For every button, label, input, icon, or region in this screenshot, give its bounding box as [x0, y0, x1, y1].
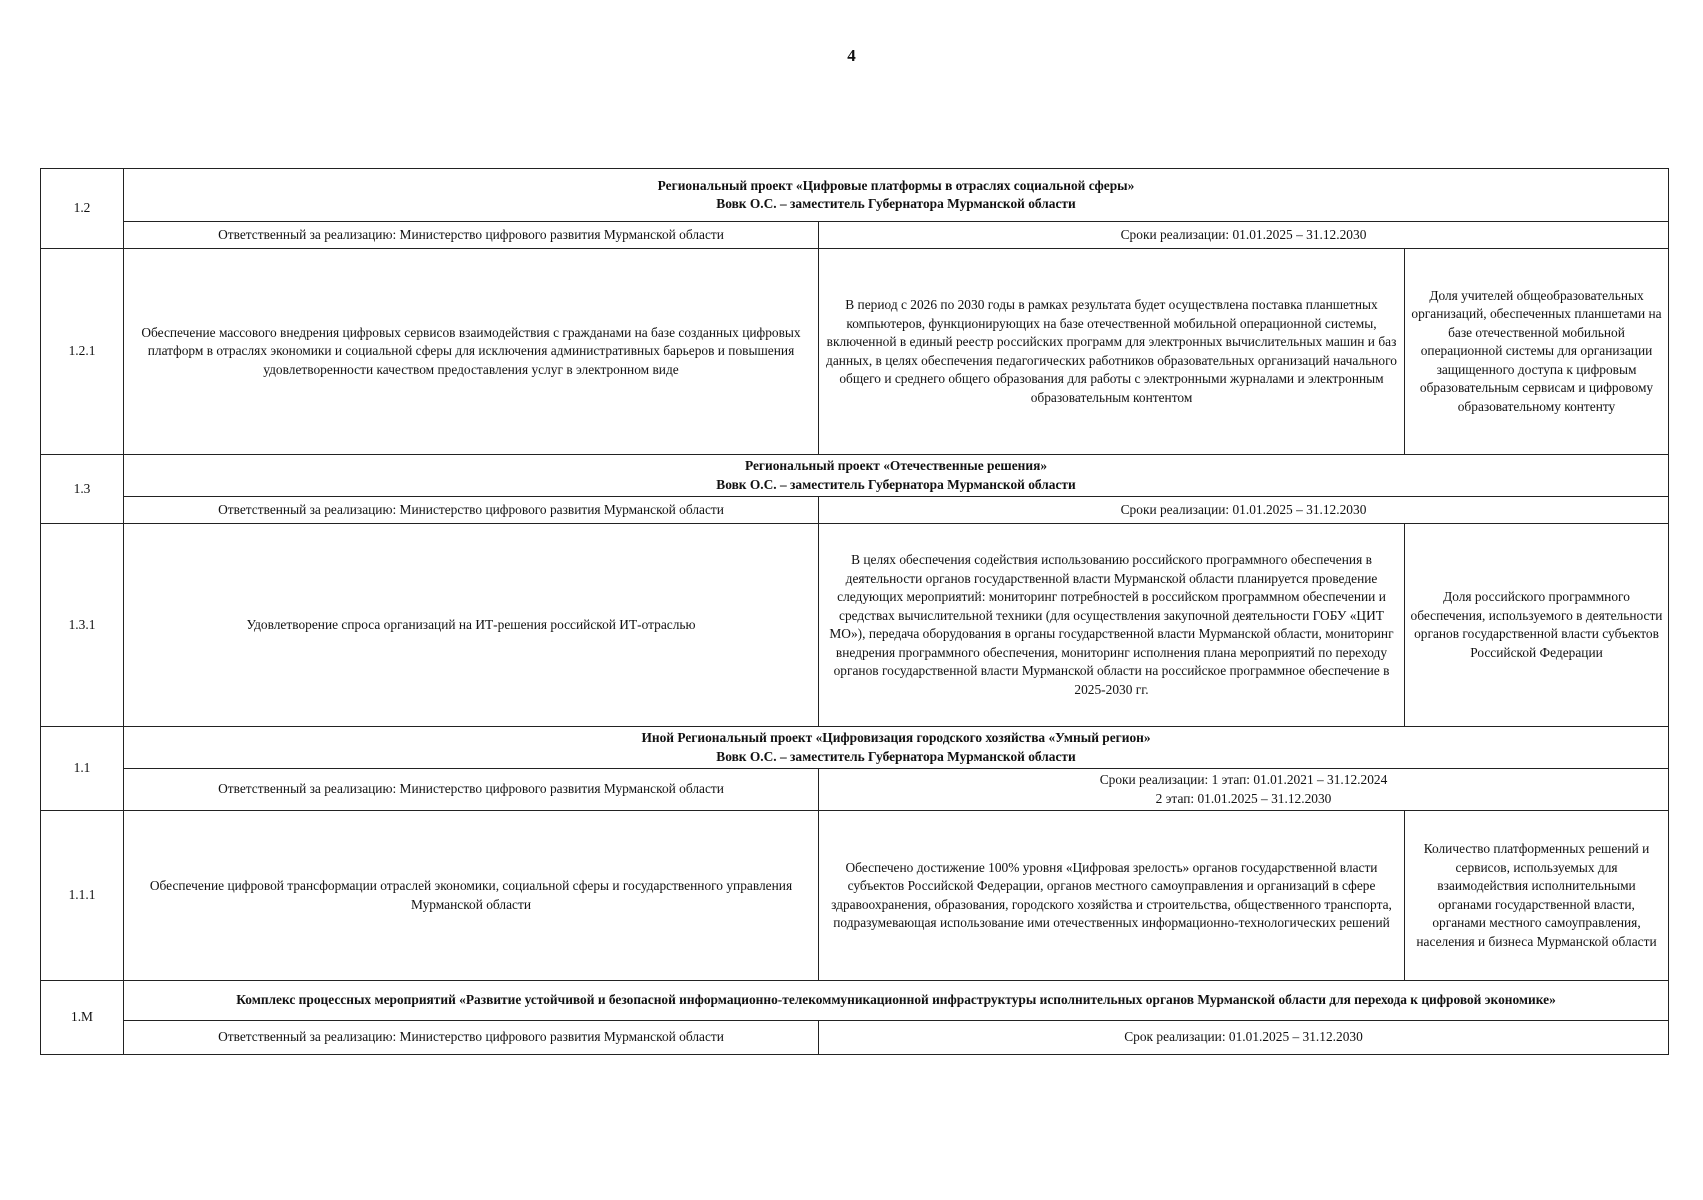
terms-cell [819, 497, 1669, 524]
task-number: 1.1.1 [41, 811, 124, 981]
terms-line: 2 этап: 01.01.2025 – 31.12.2030 [1155, 790, 1332, 806]
section-number: 1.1 [41, 727, 124, 811]
task-name: Обеспечение цифровой трансформации отраслей экономики, социальной сферы и государственного управления Мурманской области [124, 811, 819, 981]
section-meta-row [41, 222, 1669, 249]
task-indicator: Количество платформенных решений и сервисов, используемых для взаимодействия исполнительными органами государственной власти, органами местного самоуправления, населения и бизнеса Мурманской области [1405, 811, 1669, 981]
task-row [41, 249, 1669, 455]
page-number: 4 [847, 46, 856, 65]
section-header-row [41, 981, 1669, 1021]
terms-line: Сроки реализации: 1 этап: 01.01.2021 – 31.12.2024 [1099, 772, 1388, 787]
terms-line: Срок реализации: 01.01.2025 – 31.12.2030 [1124, 1029, 1363, 1045]
section-curator: Вовк О.С. – заместитель Губернатора Мурманской области [716, 748, 1076, 764]
terms-line: Сроки реализации: 01.01.2025 – 31.12.2030 [1120, 501, 1367, 517]
terms-cell [819, 222, 1669, 249]
task-row [41, 524, 1669, 727]
section-header-row [41, 455, 1669, 497]
plan-table [40, 168, 1669, 1055]
task-result: Обеспечено достижение 100% уровня «Цифровая зрелость» органов государственной власти субъектов Российской Федерации, органов местного самоуправления и организаций в сфере здравоохранения, образования, городского хозяйства и строительства, общественного транспорта, подразумевающая использование ими отечественных информационно-технологических решений [819, 811, 1405, 981]
task-result: В период с 2026 по 2030 годы в рамках результата будет осуществлена поставка планшетных компьютеров, функционирующих на базе отечественной мобильной операционной системы, включенной в единый реестр российских программ для электронных вычислительных машин и баз данных, в целях обеспечения педагогических работников образовательных организаций начального общего и среднего общего образования для работы с электронными журналами и электронным образовательным контентом [819, 249, 1405, 455]
section-header-row [41, 727, 1669, 769]
section-number: 1.М [41, 981, 124, 1055]
section-curator: Вовк О.С. – заместитель Губернатора Мурманской области [716, 476, 1076, 492]
terms-line: Сроки реализации: 01.01.2025 – 31.12.2030 [1120, 226, 1367, 242]
task-indicator: Доля российского программного обеспечения, используемого в деятельности органов государственной власти субъектов Российской Федерации [1405, 524, 1669, 727]
responsible-cell: Ответственный за реализацию: Министерство цифрового развития Мурманской области [124, 1021, 819, 1055]
task-row [41, 811, 1669, 981]
section-meta-row [41, 769, 1669, 811]
task-indicator: Доля учителей общеобразовательных организаций, обеспеченных планшетами на базе отечественной мобильной операционной системы для организации защищенного доступа к цифровым образовательным сервисам и цифровому образовательному контенту [1405, 249, 1669, 455]
section-meta-row [41, 497, 1669, 524]
section-title: Региональный проект «Отечественные решения» [744, 458, 1048, 473]
section-header-row [41, 169, 1669, 222]
section-number: 1.2 [41, 169, 124, 249]
section-title: Региональный проект «Цифровые платформы в отраслях социальной сферы» [657, 177, 1135, 193]
responsible-cell: Ответственный за реализацию: Министерство цифрового развития Мурманской области [124, 769, 819, 811]
section-heading [124, 981, 1669, 1021]
section-title: Комплекс процессных мероприятий «Развитие устойчивой и безопасной информационно-телекоммуникационной инфраструктуры исполнительных органов Мурманской области для перехода к цифровой экономике» [236, 992, 1556, 1008]
section-heading [124, 455, 1669, 497]
section-title: Иной Региональный проект «Цифровизация городского хозяйства «Умный регион» [641, 730, 1151, 745]
section-number: 1.3 [41, 455, 124, 524]
responsible-cell: Ответственный за реализацию: Министерство цифрового развития Мурманской области [124, 497, 819, 524]
section-heading [124, 169, 1669, 222]
task-name: Обеспечение массового внедрения цифровых сервисов взаимодействия с гражданами на базе созданных цифровых платформ в отраслях экономики и социальной сферы для исключения административных барьеров и повышения удовлетворенности качеством предоставления услуг в электронном виде [124, 249, 819, 455]
terms-cell [819, 769, 1669, 811]
section-curator: Вовк О.С. – заместитель Губернатора Мурманской области [716, 196, 1076, 211]
section-heading [124, 727, 1669, 769]
task-number: 1.3.1 [41, 524, 124, 727]
task-number: 1.2.1 [41, 249, 124, 455]
responsible-cell: Ответственный за реализацию: Министерство цифрового развития Мурманской области [124, 222, 819, 249]
task-result: В целях обеспечения содействия использованию российского программного обеспечения в деятельности органов государственной власти Мурманской области планируется проведение следующих мероприятий: мониторинг потребностей в российском программном обеспечении и средствах вычислительной техники (для осуществления закупочной деятельности ГОБУ «ЦИТ МО»), передача оборудования в органы государственной власти Мурманской области, мониторинг внедрения программного обеспечения, мониторинг исполнения плана мероприятий по переходу органов государственной власти Мурманской области на российское программное обеспечение в 2025-2030 гг. [819, 524, 1405, 727]
section-meta-row [41, 1021, 1669, 1055]
task-name: Удовлетворение спроса организаций на ИТ-решения российской ИТ-отраслью [124, 524, 819, 727]
terms-cell [819, 1021, 1669, 1055]
